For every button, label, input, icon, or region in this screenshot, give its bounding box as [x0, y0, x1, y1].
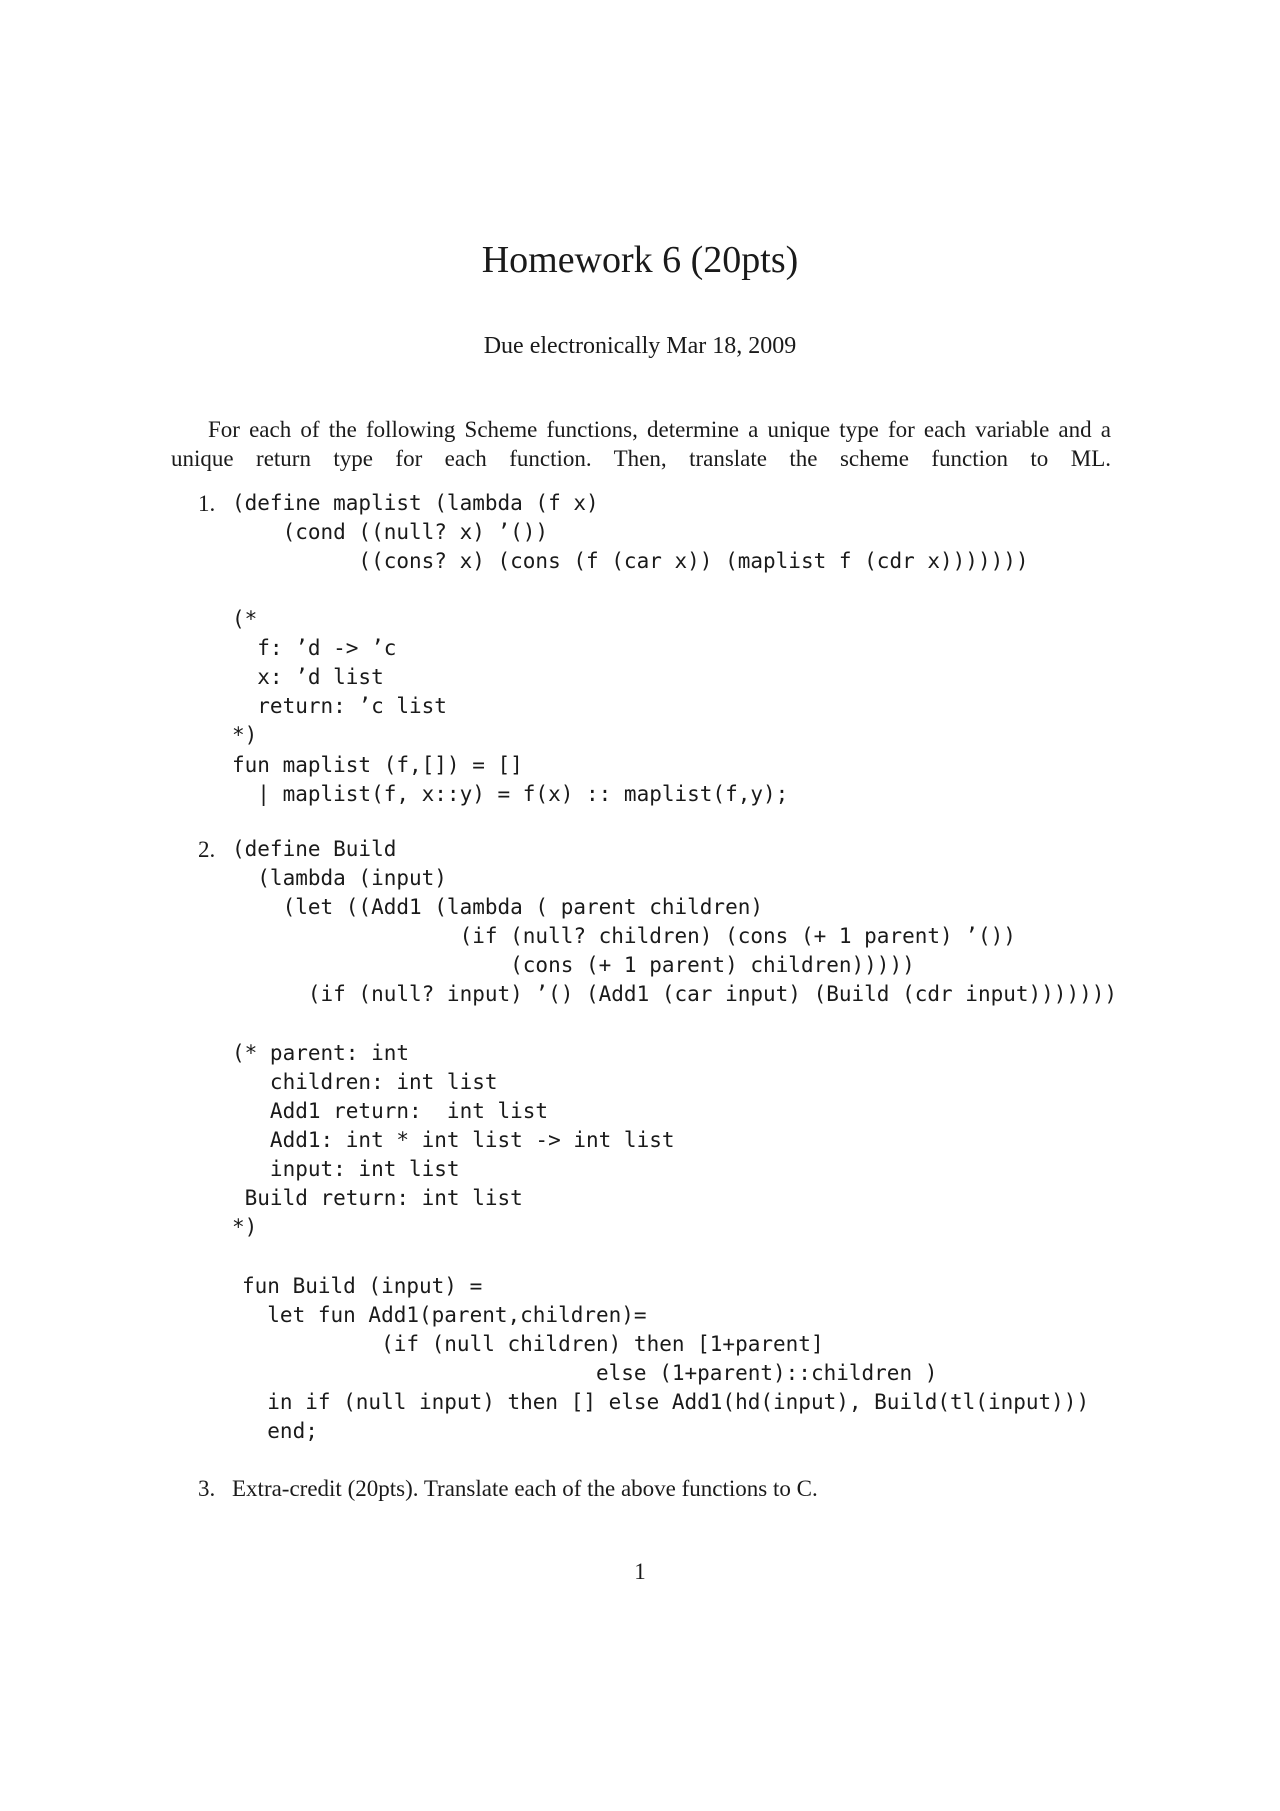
item-2-scheme-code: (define Build (lambda (input) (let ((Add1 (lambda ( parent children) (if (null? children) (cons (+ 1 parent) ’()) (cons (+ 1 parent) children))))) (if (null? input) ’() (Add1 (car input) (Build (cdr input))))))) — [232, 837, 1118, 1006]
document-title: Homework 6 (20pts) — [481, 239, 799, 281]
item-1-type-annotations: (* f: ’d -> ’c x: ’d list return: ’c list *) — [232, 607, 447, 747]
item-1-number: 1. — [198, 491, 216, 516]
instructions-text: For each of the following Scheme functions, determine a unique type for each variable and a unique return type for each function. Then, translate the scheme function to ML. — [171, 417, 1111, 471]
item-1-scheme-code: (define maplist (lambda (f x) (cond ((null? x) ’()) ((cons? x) (cons (f (car x)) (maplist f (cdr x))))))) — [232, 491, 1029, 573]
item-3-number: 3. — [198, 1476, 216, 1501]
due-date: Due electronically Mar 18, 2009 — [483, 333, 797, 359]
item-2-number: 2. — [198, 837, 216, 862]
instructions-paragraph — [171, 415, 1111, 473]
item-1-ml-code: fun maplist (f,[]) = [] | maplist(f, x::y) = f(x) :: maplist(f,y); — [232, 753, 789, 806]
item-2-ml-code: fun Build (input) = let fun Add1(parent,children)= (if (null children) then [1+parent] else (1+parent)::children ) in if (null input) then [] else Add1(hd(input), Build(tl(input))) end; — [242, 1274, 1090, 1443]
page-number: 1 — [634, 1559, 646, 1584]
item-3-text: Extra-credit (20pts). Translate each of the above functions to C. — [232, 1476, 818, 1501]
item-2-type-annotations: (* parent: int children: int list Add1 return: int list Add1: int * int list -> int list input: int list Build return: int list *) — [232, 1041, 675, 1239]
